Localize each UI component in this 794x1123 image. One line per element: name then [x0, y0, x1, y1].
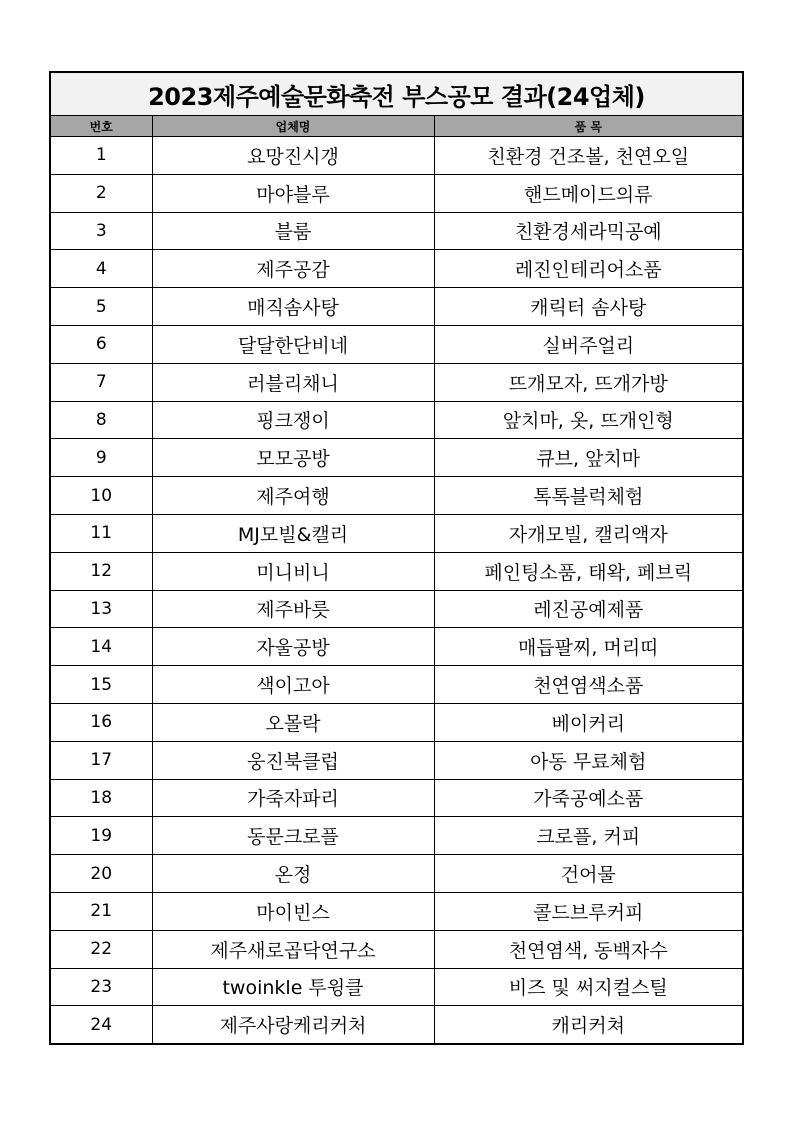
- row-number: 3: [51, 212, 152, 250]
- company-name: 웅진북클럽: [152, 741, 434, 779]
- product-items: 레진인테리어소품: [434, 250, 742, 288]
- company-name: 미니비니: [152, 552, 434, 590]
- row-number: 21: [51, 892, 152, 930]
- row-number: 22: [51, 930, 152, 968]
- company-name: 오몰락: [152, 703, 434, 741]
- table-row: [51, 779, 742, 817]
- column-header-company: 업체명: [152, 116, 434, 137]
- company-name: 러블리채니: [152, 363, 434, 401]
- product-items: 아동 무료체험: [434, 741, 742, 779]
- company-name: 색이고아: [152, 666, 434, 704]
- product-items: 천연염색, 동백자수: [434, 930, 742, 968]
- company-name: 마이빈스: [152, 892, 434, 930]
- product-items: 매듭팔찌, 머리띠: [434, 628, 742, 666]
- table-row: [51, 1006, 742, 1043]
- table-row: [51, 855, 742, 893]
- company-name: 제주새로곱닥연구소: [152, 930, 434, 968]
- company-name: 제주여행: [152, 477, 434, 515]
- product-items: 톡톡블럭체험: [434, 477, 742, 515]
- product-items: 캐릭터 솜사탕: [434, 288, 742, 326]
- product-items: 큐브, 앞치마: [434, 439, 742, 477]
- row-number: 12: [51, 552, 152, 590]
- table-row: [51, 212, 742, 250]
- column-header-number: 번호: [51, 116, 152, 137]
- company-name: 블룸: [152, 212, 434, 250]
- row-number: 5: [51, 288, 152, 326]
- company-name: 마야블루: [152, 174, 434, 212]
- row-number: 17: [51, 741, 152, 779]
- product-items: 레진공예제품: [434, 590, 742, 628]
- table-row: [51, 514, 742, 552]
- table-row: [51, 401, 742, 439]
- product-items: 핸드메이드의류: [434, 174, 742, 212]
- table-row: [51, 666, 742, 704]
- row-number: 19: [51, 817, 152, 855]
- company-name: 달달한단비네: [152, 325, 434, 363]
- product-items: 실버주얼리: [434, 325, 742, 363]
- table-row: [51, 703, 742, 741]
- product-items: 크로플, 커피: [434, 817, 742, 855]
- row-number: 16: [51, 703, 152, 741]
- row-number: 1: [51, 137, 152, 175]
- company-name: 제주공감: [152, 250, 434, 288]
- product-items: 자개모빌, 캘리액자: [434, 514, 742, 552]
- company-name: 요망진시갱: [152, 137, 434, 175]
- table-row: [51, 930, 742, 968]
- company-name: 자울공방: [152, 628, 434, 666]
- table-row: [51, 968, 742, 1006]
- row-number: 11: [51, 514, 152, 552]
- row-number: 6: [51, 325, 152, 363]
- row-number: 13: [51, 590, 152, 628]
- table-row: [51, 439, 742, 477]
- company-name: 매직솜사탕: [152, 288, 434, 326]
- product-items: 친환경 건조볼, 천연오일: [434, 137, 742, 175]
- table-row: [51, 363, 742, 401]
- product-items: 앞치마, 옷, 뜨개인형: [434, 401, 742, 439]
- table-row: [51, 137, 742, 175]
- table-row: [51, 250, 742, 288]
- row-number: 15: [51, 666, 152, 704]
- company-name: 동문크로플: [152, 817, 434, 855]
- table-row: [51, 741, 742, 779]
- company-name: 모모공방: [152, 439, 434, 477]
- results-document: [49, 71, 744, 1045]
- row-number: 10: [51, 477, 152, 515]
- product-items: 비즈 및 써지컬스틸: [434, 968, 742, 1006]
- table-row: [51, 817, 742, 855]
- row-number: 14: [51, 628, 152, 666]
- product-items: 뜨개모자, 뜨개가방: [434, 363, 742, 401]
- table-row: [51, 288, 742, 326]
- row-number: 18: [51, 779, 152, 817]
- row-number: 23: [51, 968, 152, 1006]
- row-number: 24: [51, 1006, 152, 1043]
- header-row: [51, 116, 742, 137]
- company-name: 온정: [152, 855, 434, 893]
- title-row: [51, 73, 742, 116]
- product-items: 베이커리: [434, 703, 742, 741]
- row-number: 9: [51, 439, 152, 477]
- table-body: [51, 137, 742, 1044]
- product-items: 페인팅소품, 태왁, 페브릭: [434, 552, 742, 590]
- company-name: 제주바릇: [152, 590, 434, 628]
- results-table: [51, 73, 742, 1043]
- company-name: 핑크쟁이: [152, 401, 434, 439]
- table-row: [51, 325, 742, 363]
- row-number: 7: [51, 363, 152, 401]
- row-number: 8: [51, 401, 152, 439]
- product-items: 콜드브루커피: [434, 892, 742, 930]
- document-title: 2023제주예술문화축전 부스공모 결과(24업체): [51, 73, 742, 116]
- product-items: 천연염색소품: [434, 666, 742, 704]
- row-number: 20: [51, 855, 152, 893]
- table-row: [51, 590, 742, 628]
- table-row: [51, 628, 742, 666]
- table-row: [51, 552, 742, 590]
- product-items: 건어물: [434, 855, 742, 893]
- column-header-items: 품 목: [434, 116, 742, 137]
- row-number: 4: [51, 250, 152, 288]
- row-number: 2: [51, 174, 152, 212]
- table-row: [51, 477, 742, 515]
- table-row: [51, 174, 742, 212]
- company-name: MJ모빌&캘리: [152, 514, 434, 552]
- product-items: 가죽공예소품: [434, 779, 742, 817]
- product-items: 캐리커쳐: [434, 1006, 742, 1043]
- product-items: 친환경세라믹공예: [434, 212, 742, 250]
- company-name: 제주사랑케리커처: [152, 1006, 434, 1043]
- company-name: twoinkle 투윙클: [152, 968, 434, 1006]
- company-name: 가죽자파리: [152, 779, 434, 817]
- table-row: [51, 892, 742, 930]
